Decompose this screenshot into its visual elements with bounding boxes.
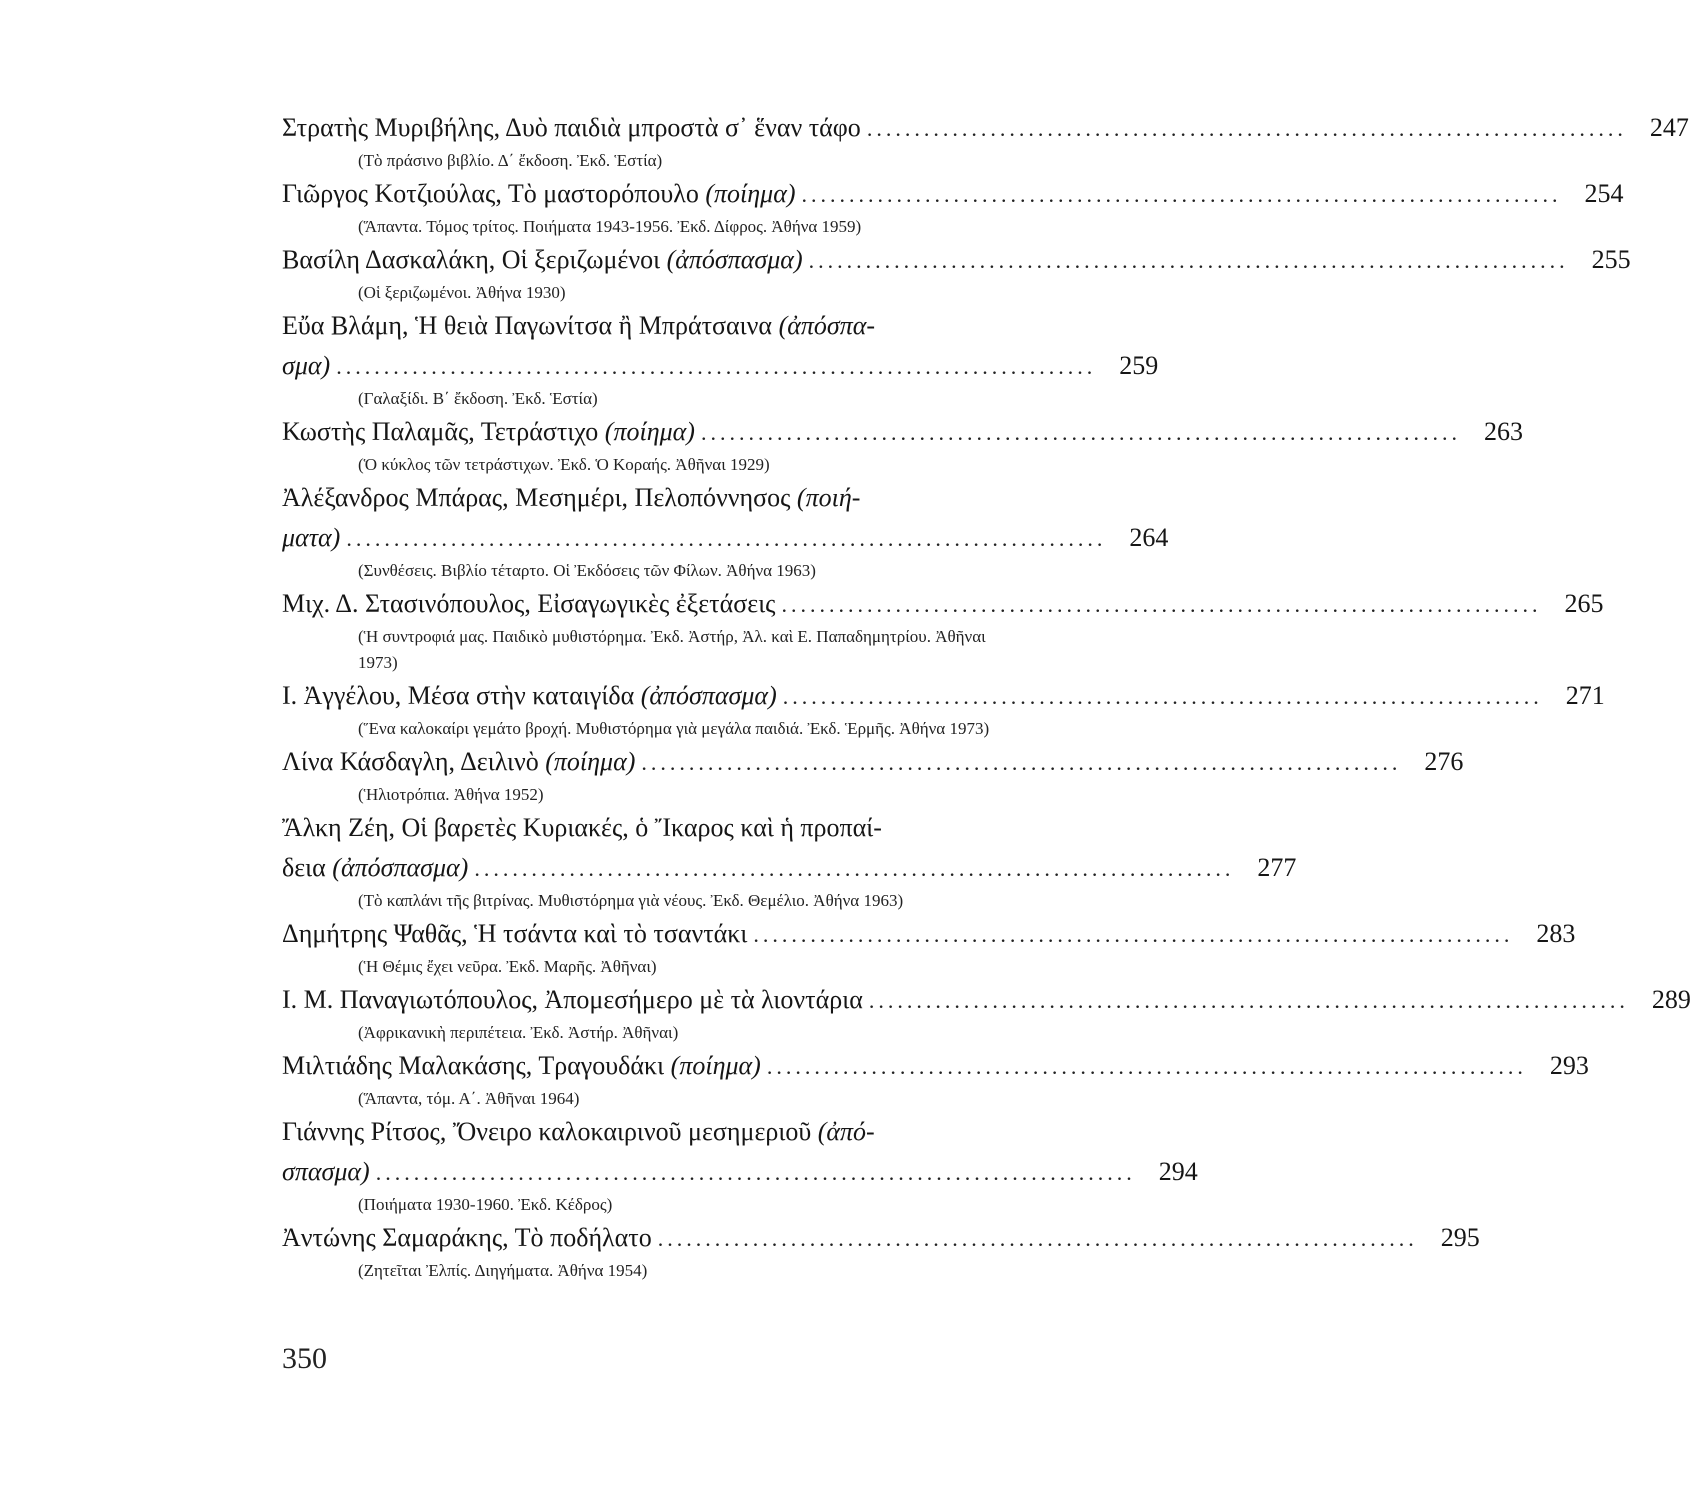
dot-leader: ................................................................................ bbox=[801, 182, 1562, 207]
toc-entry bbox=[282, 584, 1604, 676]
toc-entry bbox=[282, 676, 1605, 742]
entry-source: (Συνθέσεις. Βιβλίο τέταρτο. Οἱ Ἐκδόσεις τῶν Φίλων. Ἀθήνα 1963) bbox=[358, 561, 816, 580]
toc-entry bbox=[282, 1046, 1589, 1112]
toc-entry bbox=[282, 1112, 1198, 1218]
toc-entry bbox=[282, 240, 1631, 306]
entry-title: Γιάννης Ρίτσος, Ὄνειρο καλοκαιρινοῦ μεσημεριοῦ (ἀπό- bbox=[282, 1117, 875, 1146]
dot-leader: ................................................................................ bbox=[474, 856, 1235, 881]
entry-title: Δημήτρης Ψαθᾶς, Ἡ τσάντα καὶ τὸ τσαντάκι bbox=[282, 919, 748, 948]
page-number: 259 bbox=[1119, 351, 1159, 380]
entry-title: Ι. Μ. Παναγιωτόπουλος, Ἀπομεσήμερο μὲ τὰ λιοντάρια bbox=[282, 985, 863, 1014]
page-number: 263 bbox=[1483, 417, 1523, 446]
entry-source: (Γαλαξίδι. Β΄ ἔκδοση. Ἐκδ. Ἑστία) bbox=[358, 389, 598, 408]
entry-source: (Ἀφρικανικὴ περιπέτεια. Ἐκδ. Ἀστήρ. Ἀθῆναι) bbox=[358, 1023, 679, 1042]
toc-entry bbox=[282, 478, 1169, 584]
entry-title-continued: ματα) bbox=[282, 523, 341, 552]
entry-source: (Ὁ κύκλος τῶν τετράστιχων. Ἐκδ. Ὁ Κοραής. Ἀθῆναι 1929) bbox=[358, 455, 770, 474]
entry-title: Ι. Ἀγγέλου, Μέσα στὴν καταιγίδα (ἀπόσπασμα) bbox=[282, 681, 777, 710]
entry-title: Βασίλη Δασκαλάκη, Οἱ ξεριζωμένοι (ἀπόσπασμα) bbox=[282, 245, 803, 274]
entry-source: (Τὸ πράσινο βιβλίο. Δ΄ ἔκδοση. Ἐκδ. Ἑστία) bbox=[358, 151, 663, 170]
page-number: 271 bbox=[1565, 681, 1605, 710]
entry-title: Ἀλέξανδρος Μπάρας, Μεσημέρι, Πελοπόννησος (ποιή- bbox=[282, 483, 861, 512]
dot-leader: ................................................................................ bbox=[808, 248, 1569, 273]
entry-title-continued: σμα) bbox=[282, 351, 331, 380]
entry-title-continued: δεια (ἀπόσπασμα) bbox=[282, 853, 469, 882]
page-number: 255 bbox=[1591, 245, 1631, 274]
page-number: 295 bbox=[1440, 1223, 1480, 1252]
page-number: 247 bbox=[1649, 113, 1689, 142]
entry-source: (Ἡ συντροφιά μας. Παιδικὸ μυθιστόρημα. Ἐκδ. Ἀστήρ, Ἀλ. καὶ Ε. Παπαδημητρίου. Ἀθῆναι 1973) bbox=[358, 627, 986, 672]
toc-entry bbox=[282, 412, 1523, 478]
toc-entry bbox=[282, 306, 1159, 412]
page-number: 283 bbox=[1536, 919, 1576, 948]
dot-leader: ................................................................................ bbox=[766, 1054, 1527, 1079]
entry-source: (Ἕνα καλοκαίρι γεμάτο βροχή. Μυθιστόρημα γιὰ μεγάλα παιδιά. Ἐκδ. Ἑρμῆς. Ἀθήνα 1973) bbox=[358, 719, 990, 738]
entry-title: Ἀντώνης Σαμαράκης, Τὸ ποδήλατο bbox=[282, 1223, 652, 1252]
page-number: 276 bbox=[1424, 747, 1464, 776]
entry-title: Γιῶργος Κοτζιούλας, Τὸ μαστορόπουλο (ποίημα) bbox=[282, 179, 796, 208]
page-number: 294 bbox=[1158, 1157, 1198, 1186]
entry-title: Κωστὴς Παλαμᾶς, Τετράστιχο (ποίημα) bbox=[282, 417, 695, 446]
toc-entry bbox=[282, 174, 1624, 240]
entry-source: (Ἡλιοτρόπια. Ἀθήνα 1952) bbox=[358, 785, 544, 804]
page-number: 254 bbox=[1584, 179, 1624, 208]
entry-title: Ἄλκη Ζέη, Οἱ βαρετὲς Κυριακές, ὁ Ἴκαρος καὶ ἡ προπαί- bbox=[282, 813, 882, 842]
entry-source: (Ἅπαντα. Τόμος τρίτος. Ποιήματα 1943-1956. Ἐκδ. Δίφρος. Ἀθήνα 1959) bbox=[358, 217, 862, 236]
dot-leader: ................................................................................ bbox=[753, 922, 1514, 947]
dot-leader: ................................................................................ bbox=[375, 1160, 1136, 1185]
toc-entry bbox=[282, 1218, 1480, 1284]
page-number: 293 bbox=[1549, 1051, 1589, 1080]
page-number: 264 bbox=[1129, 523, 1169, 552]
toc-entry bbox=[282, 742, 1464, 808]
dot-leader: ................................................................................ bbox=[657, 1226, 1418, 1251]
toc-entry bbox=[282, 914, 1576, 980]
dot-leader: ................................................................................ bbox=[866, 116, 1627, 141]
entry-title: Λίνα Κάσδαγλη, Δειλινὸ (ποίημα) bbox=[282, 747, 636, 776]
entry-title: Μιλτιάδης Μαλακάσης, Τραγουδάκι (ποίημα) bbox=[282, 1051, 761, 1080]
toc-entry bbox=[282, 980, 1691, 1046]
toc-entry bbox=[282, 808, 1297, 914]
dot-leader: ................................................................................ bbox=[346, 526, 1107, 551]
entry-source: (Ἡ Θέμις ἔχει νεῦρα. Ἐκδ. Μαρῆς. Ἀθῆναι) bbox=[358, 957, 657, 976]
page-folio-number: 350 bbox=[282, 1342, 327, 1375]
dot-leader: ................................................................................ bbox=[641, 750, 1402, 775]
entry-source: (Ζητεῖται Ἐλπίς. Διηγήματα. Ἀθήνα 1954) bbox=[358, 1261, 648, 1280]
toc-entry bbox=[282, 108, 1689, 174]
dot-leader: ................................................................................ bbox=[336, 354, 1097, 379]
entry-source: (Ποιήματα 1930-1960. Ἐκδ. Κέδρος) bbox=[358, 1195, 613, 1214]
entry-title: Μιχ. Δ. Στασινόπουλος, Εἰσαγωγικὲς ἐξετάσεις bbox=[282, 589, 776, 618]
table-of-contents bbox=[282, 108, 1691, 1284]
page-number: 289 bbox=[1651, 985, 1691, 1014]
dot-leader: ................................................................................ bbox=[700, 420, 1461, 445]
entry-title: Εὔα Βλάμη, Ἡ θειὰ Παγωνίτσα ἢ Μπράτσαινα (ἀπόσπα- bbox=[282, 311, 876, 340]
entry-title: Στρατὴς Μυριβήλης, Δυὸ παιδιὰ μπροστὰ σ᾽ ἕναν τάφο bbox=[282, 113, 861, 142]
entry-source: (Τὸ καπλάνι τῆς βιτρίνας. Μυθιστόρημα γιὰ νέους. Ἐκδ. Θεμέλιο. Ἀθήνα 1963) bbox=[358, 891, 904, 910]
entry-source: (Ἅπαντα, τόμ. Α΄. Ἀθῆναι 1964) bbox=[358, 1089, 580, 1108]
dot-leader: ................................................................................ bbox=[868, 988, 1629, 1013]
dot-leader: ................................................................................ bbox=[782, 684, 1543, 709]
page-number: 277 bbox=[1257, 853, 1297, 882]
entry-source: (Οἱ ξεριζωμένοι. Ἀθήνα 1930) bbox=[358, 283, 566, 302]
entry-title-continued: σπασμα) bbox=[282, 1157, 370, 1186]
page-number: 265 bbox=[1564, 589, 1604, 618]
dot-leader: ................................................................................ bbox=[781, 592, 1542, 617]
